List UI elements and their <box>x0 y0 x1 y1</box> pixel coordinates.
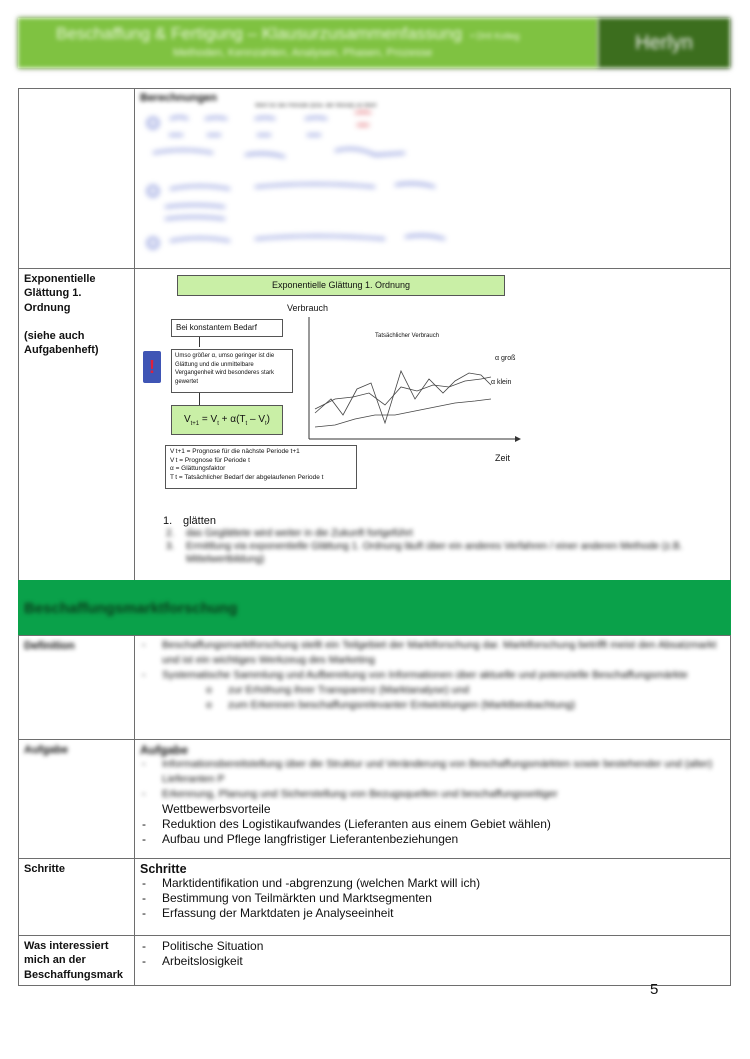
document-title-text: Beschaffung & Fertigung – Klausurzusammenfassung <box>56 24 463 43</box>
formula-mid: = V <box>199 414 218 425</box>
calc-content-cell <box>135 89 731 269</box>
sub-text: zum Erkennen beschaffungsrelevanter Entwicklungen (Marktbeobachtung) <box>228 699 576 711</box>
constant-demand-box: Bei konstantem Bedarf <box>171 319 283 337</box>
interesse-row <box>19 936 731 986</box>
warning-icon: ! <box>149 356 155 377</box>
legend-item: T t = Tatsächlicher Bedarf der abgelaufenen Periode t <box>170 473 324 481</box>
section-title: Beschaffungsmarktforschung <box>24 600 238 617</box>
exp-numbered-list <box>163 515 703 527</box>
page-number: 5 <box>650 981 659 998</box>
author-name: Herlyn <box>598 18 730 68</box>
lower-table <box>18 635 731 986</box>
aufgabe-row <box>19 740 731 859</box>
formula-sub4: t <box>265 421 267 427</box>
calc-heading: Berechnungen <box>140 92 218 104</box>
aufgabe-list <box>140 817 725 847</box>
list-item: - Aufbau und Pflege langfristiger Lieferantenbeziehungen <box>140 832 725 847</box>
list-number: 1. <box>163 515 173 527</box>
list-number: 2. <box>166 528 175 539</box>
formula-sub2: t <box>217 421 219 427</box>
calc-label-cell <box>19 89 135 269</box>
calc-note: Wert für die Periode (bzw. der Monat) ist Wert <box>255 103 377 109</box>
upper-table <box>18 88 731 582</box>
list-text: das Geglättete wird weiter in die Zukunft fortgeführt <box>186 528 413 539</box>
diagram-title: Exponentielle Glättung 1. Ordnung <box>177 275 505 296</box>
interesse-list <box>140 939 725 969</box>
exp-label-line3: Ordnung <box>24 301 71 314</box>
handwritten-calculations <box>145 111 475 261</box>
list-text: Ermittlung via exponentielle Glättung 1. Ordnung läuft über ein anderes Verfahren / einer anderen Methode (z.B. Mittelwertbildung) <box>186 541 683 565</box>
schritte-label: Schritte <box>19 859 135 936</box>
list-item: - Informationsbereitstellung über die Struktur und Veränderung von Beschaffungsmärkten sowie bestehender und (alter) Lieferanten P <box>140 757 725 787</box>
list-item <box>166 540 686 566</box>
definition-label: Definition <box>19 636 135 740</box>
list-item: - Erkennung, Planung und Sicherstellung von Bezugsquellen und beschaffungsseitiger <box>140 787 725 802</box>
alpha-small-label: α klein <box>491 379 512 386</box>
formula-end: ) <box>266 414 271 425</box>
section-header-bar <box>18 580 731 635</box>
legend-item: V t+1 = Prognose für die nächste Periode t+1 <box>170 448 300 455</box>
definition-content <box>135 636 731 740</box>
schritte-list <box>140 876 725 921</box>
interesse-label: Was interessiert mich an der Beschaffungsmark <box>19 936 135 986</box>
actual-consumption-line <box>315 371 491 423</box>
exp-diagram <box>135 269 735 509</box>
list-item: - Systematische Sammlung und Aufbereitung von Informationen über aktuelle und potenzielle Beschaffungsmärkte <box>140 668 725 683</box>
formula-mid2: – V <box>247 414 265 425</box>
list-item: - Bestimmung von Teilmärkten und Marktsegmenten <box>140 891 725 906</box>
formula-sub1: t+1 <box>190 421 200 427</box>
sub-marker: o <box>206 699 212 711</box>
aufgabe-continuation: Wettbewerbsvorteile <box>162 802 271 816</box>
calc-row <box>19 89 731 269</box>
sub-text: zur Erhöhung ihrer Transparenz (Marktanalyse) und <box>228 684 470 696</box>
list-item <box>166 527 686 540</box>
aufgabe-heading: Aufgabe <box>140 743 188 757</box>
exp-label-line2: Glättung 1. <box>24 287 82 300</box>
sub-item <box>206 683 725 698</box>
list-item: - Reduktion des Logistikaufwandes (Lieferanten aus einem Gebiet wählen) <box>140 817 725 832</box>
list-item: - Beschaffungsmarktforschung stellt ein Teilgebiet der Marktforschung dar. Marktforschung betrifft meist den Absatzmarkt und ist ein wichtiges Werkzeug des Marketing <box>140 638 725 668</box>
definition-row <box>19 636 731 740</box>
formula-box <box>171 405 283 435</box>
exp-label-line1: Exponentielle <box>24 273 96 285</box>
alpha-big-label: α groß <box>495 355 516 362</box>
legend-item: α = Glättungsfaktor <box>170 465 226 472</box>
list-item: - Arbeitslosigkeit <box>140 954 725 969</box>
document-subtitle: Methoden, Kennzahlen, Analysen, Phasen, Prozesse <box>173 47 433 59</box>
legend-item: V t = Prognose für Periode t <box>170 456 250 464</box>
aufgabe-blurred-list <box>140 757 725 802</box>
x-axis-label: Zeit <box>495 453 511 463</box>
interesse-content <box>135 936 731 986</box>
schritte-row <box>19 859 731 936</box>
schritte-heading: Schritte <box>140 862 187 876</box>
exp-label-cell <box>19 269 135 582</box>
y-axis-label: Verbrauch <box>287 303 329 313</box>
formula-lhs: V <box>183 414 191 425</box>
formula-sub3: t <box>245 421 248 427</box>
list-item: - Erfassung der Marktdaten je Analyseeinheit <box>140 906 725 921</box>
list-item <box>163 515 703 527</box>
document-title <box>56 24 519 44</box>
arrow-down-2 <box>199 393 200 405</box>
list-number: 3. <box>166 541 175 552</box>
alpha-note: Umso größer α, umso geringer ist die Glättung und die unmittelbare Vergangenheit wird besonderes stark gewertet <box>171 349 293 393</box>
sub-item <box>206 698 725 713</box>
header-banner <box>18 18 730 68</box>
alpha-big-line <box>315 377 491 409</box>
exp-list-blurred <box>166 527 686 566</box>
schritte-content <box>135 859 731 936</box>
list-item: - Politische Situation <box>140 939 725 954</box>
document-title-tag: • DHI Kolleg <box>470 31 520 41</box>
definition-sublist <box>140 683 725 713</box>
list-text: glätten <box>183 515 217 527</box>
sub-marker: o <box>206 684 212 696</box>
warning-marker <box>143 351 161 383</box>
exp-label-note: (siehe auch Aufgabenheft) <box>24 329 99 357</box>
aufgabe-content <box>135 740 731 859</box>
smoothing-chart <box>305 315 525 455</box>
banner-title-area <box>18 18 598 68</box>
formula-rhs: + α(T <box>218 414 246 425</box>
actual-consumption-label: Tatsächlicher Verbrauch <box>375 333 440 339</box>
arrow-down-1 <box>199 337 200 347</box>
list-item: - Marktidentifikation und -abgrenzung (welchen Markt will ich) <box>140 876 725 891</box>
definition-list <box>140 638 725 683</box>
aufgabe-label: Aufgabe <box>19 740 135 859</box>
